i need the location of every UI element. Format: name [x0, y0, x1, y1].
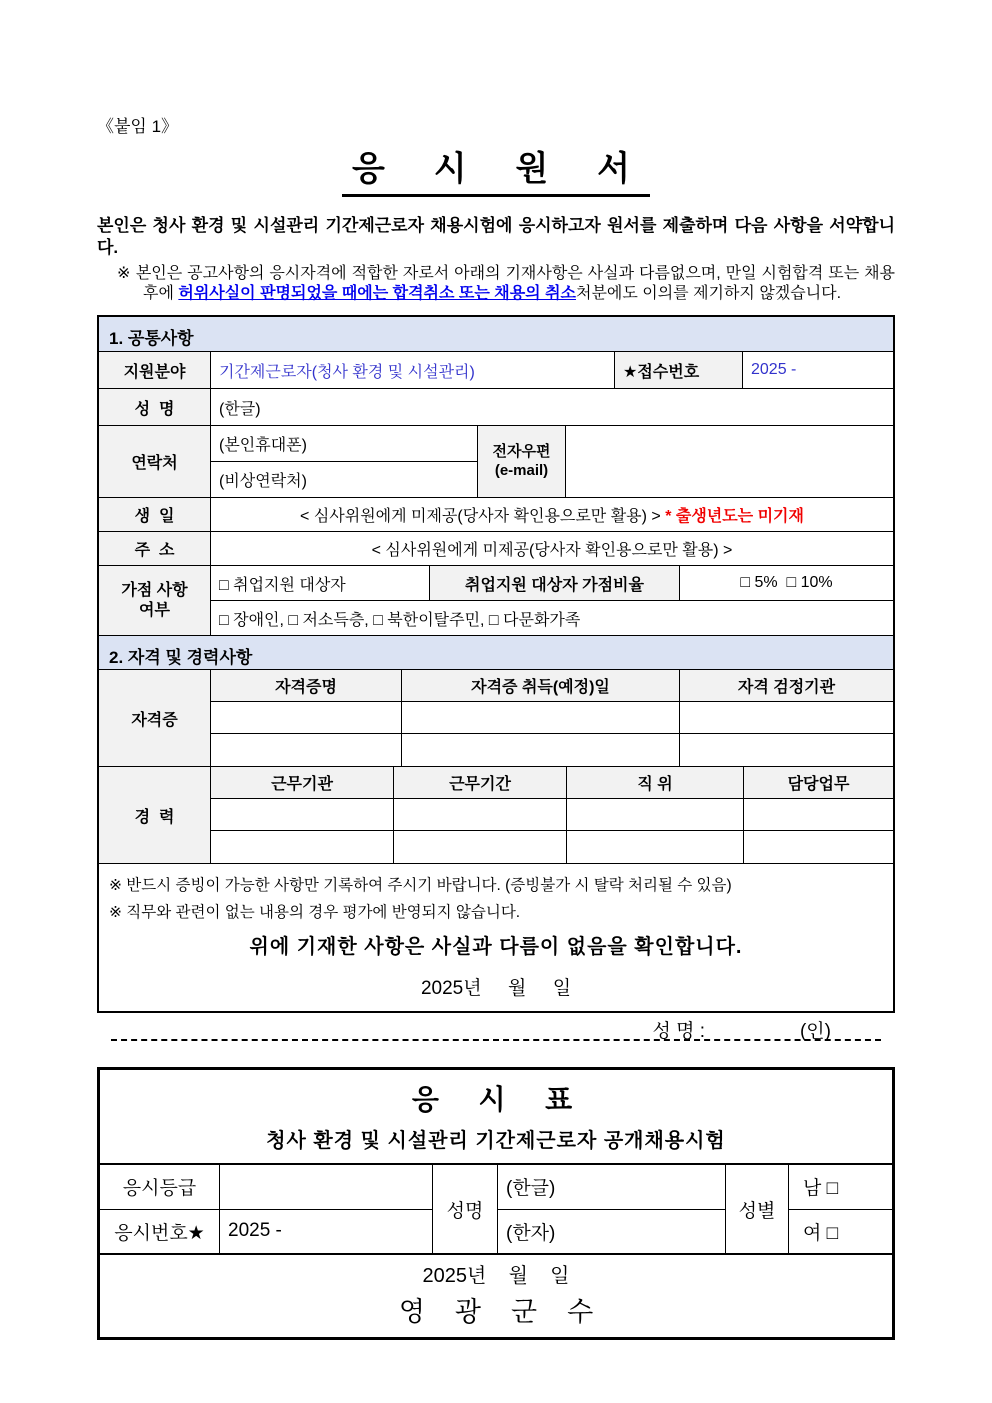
career-period-cell [393, 831, 566, 863]
ticket-name-label: 성명 [432, 1165, 497, 1253]
name-row [99, 388, 893, 425]
address-value: < 심사위원에게 미제공(당사자 확인용으로만 활용) > [210, 532, 893, 565]
ticket-number-row [100, 1209, 432, 1254]
section1-header: 1. 공통사항 [99, 317, 893, 351]
license-band [99, 669, 893, 766]
birth-label: 생 일 [99, 498, 210, 531]
grade-label: 응시등급 [122, 1178, 197, 1200]
birth-value-text: < 심사위원에게 미제공(당사자 확인용으로만 활용) > [300, 508, 666, 526]
receipt-number-label: ★접수번호 [614, 352, 742, 388]
license-table [210, 670, 893, 766]
career-org-cell [211, 799, 393, 831]
license-header-date: 자격증 취득(예정)일 [401, 670, 679, 701]
pledge-text-before: 본인은 공고사항의 응시자격에 적합한 자로서 아래의 기재사항은 사실과 다름없으며, 만일 시험합격 또는 채용 후에 [130, 264, 896, 303]
email-label-line1: 전자우편 [492, 442, 551, 460]
gender-label: 성별 [725, 1165, 788, 1253]
bonus-rate-label: 취업지원 대상자 가점비율 [429, 566, 679, 600]
license-name-cell [211, 702, 401, 734]
email-label [477, 426, 565, 497]
ticket-issuer: 영 광 군 수 [398, 1297, 594, 1328]
application-date-line: 2025년 월 일 [420, 978, 572, 1000]
license-name-cell [211, 734, 401, 766]
note-line: ※ 반드시 증빙이 가능한 사항만 기록하여 주시기 바랍니다. (증빙불가 시 탈락 처리될 수 있음) [109, 877, 732, 895]
email-value-field [565, 426, 893, 497]
ticket-subtitle: 청사 환경 및 시설관리 기간제근로자 공개채용시험 [266, 1130, 726, 1153]
pledge-text-highlight: 허위사실이 판명되었을 때에는 합격취소 또는 채용의 취소 [178, 285, 576, 303]
name-value-field: (한글) [210, 389, 893, 425]
gender-female-checkbox: 여 □ [789, 1209, 892, 1254]
bonus-label-line2: 여부 [139, 601, 170, 619]
confirmation-statement: 위에 기재한 사항은 사실과 다름이 없음을 확인합니다. [249, 936, 743, 959]
contact-fields [210, 426, 477, 497]
grade-value-field [219, 1165, 432, 1209]
application-table [97, 315, 895, 1043]
exam-ticket-table [97, 1067, 895, 1340]
ticket-grade-row [100, 1165, 432, 1209]
name-label: 성 명 [99, 389, 210, 425]
license-agency-cell [679, 734, 893, 766]
pledge-text-after: 처분에도 이의를 제기하지 않겠습니다. [575, 285, 842, 303]
license-agency-cell [679, 702, 893, 734]
pledge-paragraph [97, 264, 895, 306]
birth-value [210, 498, 893, 531]
field-row [99, 351, 893, 388]
gender-fields [788, 1165, 892, 1253]
license-header-agency: 자격 검정기관 [679, 670, 893, 701]
receipt-number-value: 2025 - [742, 352, 893, 388]
contact-label: 연락처 [99, 426, 210, 497]
notes-block [99, 863, 893, 1043]
dashed-separator [111, 1039, 881, 1041]
career-data-row [211, 798, 893, 831]
career-header-period: 근무기간 [393, 767, 566, 798]
address-row [99, 531, 893, 565]
license-data-row [211, 733, 893, 766]
bonus-row [99, 565, 893, 635]
career-period-cell [393, 799, 566, 831]
bonus-rate-options: □ 5% □ 10% [679, 566, 893, 600]
license-date-cell [401, 702, 679, 734]
ticket-footer [100, 1253, 892, 1337]
contact-emergency-field: (비상연락처) [211, 461, 477, 497]
career-duty-cell [743, 831, 893, 863]
address-label: 주 소 [99, 532, 210, 565]
bonus-label [99, 566, 210, 635]
ticket-header [100, 1070, 892, 1163]
career-band [99, 766, 893, 863]
career-duty-cell [743, 799, 893, 831]
contact-row [99, 425, 893, 497]
bonus-target-checkbox: □ 취업지원 대상자 [219, 576, 346, 594]
ticket-name-fields [497, 1165, 725, 1253]
birth-note: * 출생년도는 미기재 [665, 508, 804, 526]
gender-male-checkbox: 남 □ [803, 1178, 839, 1200]
bonus-other-checkboxes: □ 장애인, □ 저소득층, □ 북한이탈주민, □ 다문화가족 [219, 611, 581, 629]
title-wrap [97, 141, 895, 197]
license-date-cell [401, 734, 679, 766]
career-header-position: 직 위 [566, 767, 743, 798]
career-data-row [211, 830, 893, 863]
career-table [210, 767, 893, 863]
career-position-cell [566, 831, 743, 863]
bonus-row-bottom [211, 600, 893, 635]
ticket-body [100, 1163, 892, 1253]
career-label: 경 력 [99, 767, 210, 863]
contact-phone-field: (본인휴대폰) [219, 437, 307, 455]
ticket-left-fields [100, 1165, 432, 1253]
bonus-row-top [211, 566, 893, 600]
name-hanja-field: (한자) [498, 1209, 725, 1254]
license-data-row [211, 701, 893, 734]
field-label: 지원분야 [99, 352, 210, 388]
bonus-fields [210, 566, 893, 635]
attachment-label: 《붙임 1》 [97, 117, 179, 136]
birth-row [99, 497, 893, 531]
signature-label: 성 명 : [652, 1021, 705, 1043]
license-label: 자격증 [99, 670, 210, 766]
pledge-marker: ※ [117, 264, 131, 282]
name-hangul-field: (한글) [506, 1178, 556, 1200]
intro-paragraph: 본인은 청사 환경 및 시설관리 기간제근로자 채용시험에 응시하고자 원서를 제출하며 다음 사항을 서약합니다. [97, 216, 895, 257]
license-header-row [211, 670, 893, 701]
email-label-line2: (e-mail) [494, 461, 549, 479]
career-org-cell [211, 831, 393, 863]
section2-header: 2. 자격 및 경력사항 [99, 635, 893, 669]
exam-number-value: 2025 - [219, 1210, 432, 1254]
career-position-cell [566, 799, 743, 831]
seal-mark: (인) [799, 1021, 831, 1043]
field-value: 기간제근로자(청사 환경 및 시설관리) [210, 352, 614, 388]
license-header-name: 자격증명 [211, 670, 401, 701]
ticket-title: 응 시 표 [411, 1084, 581, 1116]
note-line: ※ 직무와 관련이 없는 내용의 경우 평가에 반영되지 않습니다. [109, 904, 521, 922]
career-header-row [211, 767, 893, 798]
career-header-org: 근무기관 [211, 767, 393, 798]
ticket-date-line: 2025년 월 일 [422, 1265, 570, 1288]
bonus-label-line1: 가점 사항 [121, 581, 188, 599]
page-title: 응 시 원 서 [342, 141, 650, 197]
exam-number-label: 응시번호★ [114, 1222, 205, 1244]
career-header-duty: 담당업무 [743, 767, 893, 798]
